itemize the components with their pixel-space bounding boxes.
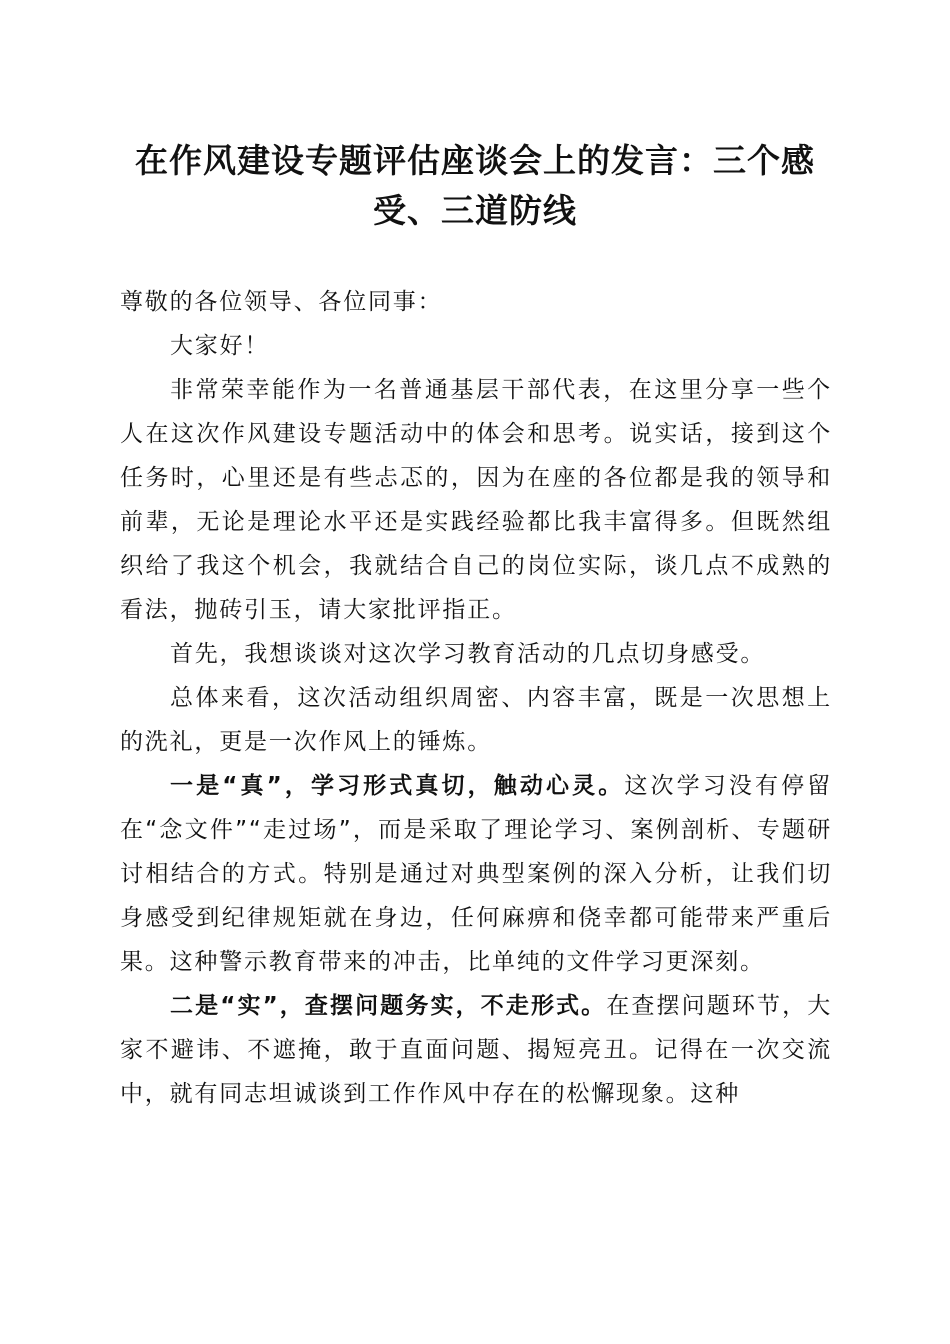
paragraph-overall: 总体来看，这次活动组织周密、内容丰富，既是一次思想上的洗礼，更是一次作风上的锤炼。	[120, 685, 832, 755]
paragraph-point-1	[120, 764, 832, 984]
document-body	[120, 280, 832, 1116]
greeting: 大家好！	[170, 333, 270, 359]
point-1-text: 这次学习没有停留在“念文件”“走过场”，而是采取了理论学习、案例剖析、专题研讨相结合的方式。特别是通过对典型案例的深入分析，让我们切身感受到纪律规矩就在身边，任何麻痹和侥幸都可能带来严重后果。这种警示教育带来的冲击，比单纯的文件学习更深刻。	[120, 773, 832, 975]
point-2-heading: 二是“实”，查摆问题务实，不走形式。	[170, 993, 607, 1019]
paragraph-point-2	[120, 984, 832, 1116]
salutation: 尊敬的各位领导、各位同事：	[120, 289, 443, 315]
paragraph-first: 首先，我想谈谈对这次学习教育活动的几点切身感受。	[170, 641, 766, 667]
paragraph-intro: 非常荣幸能作为一名普通基层干部代表，在这里分享一些个人在这次作风建设专题活动中的体会和思考。说实话，接到这个任务时，心里还是有些忐忑的，因为在座的各位都是我的领导和前辈，无论是理论水平还是实践经验都比我丰富得多。但既然组织给了我这个机会，我就结合自己的岗位实际，谈几点不成熟的看法，抛砖引玉，请大家批评指正。	[120, 377, 832, 623]
point-1-heading: 一是“真”，学习形式真切，触动心灵。	[170, 773, 625, 799]
document-title: 在作风建设专题评估座谈会上的发言：三个感受、三道防线	[135, 141, 815, 230]
point-2-text: 在查摆问题环节，大家不避讳、不遮掩，敢于直面问题、揭短亮丑。记得在一次交流中，就有同志坦诚谈到工作作风中存在的松懈现象。这种	[120, 993, 832, 1107]
